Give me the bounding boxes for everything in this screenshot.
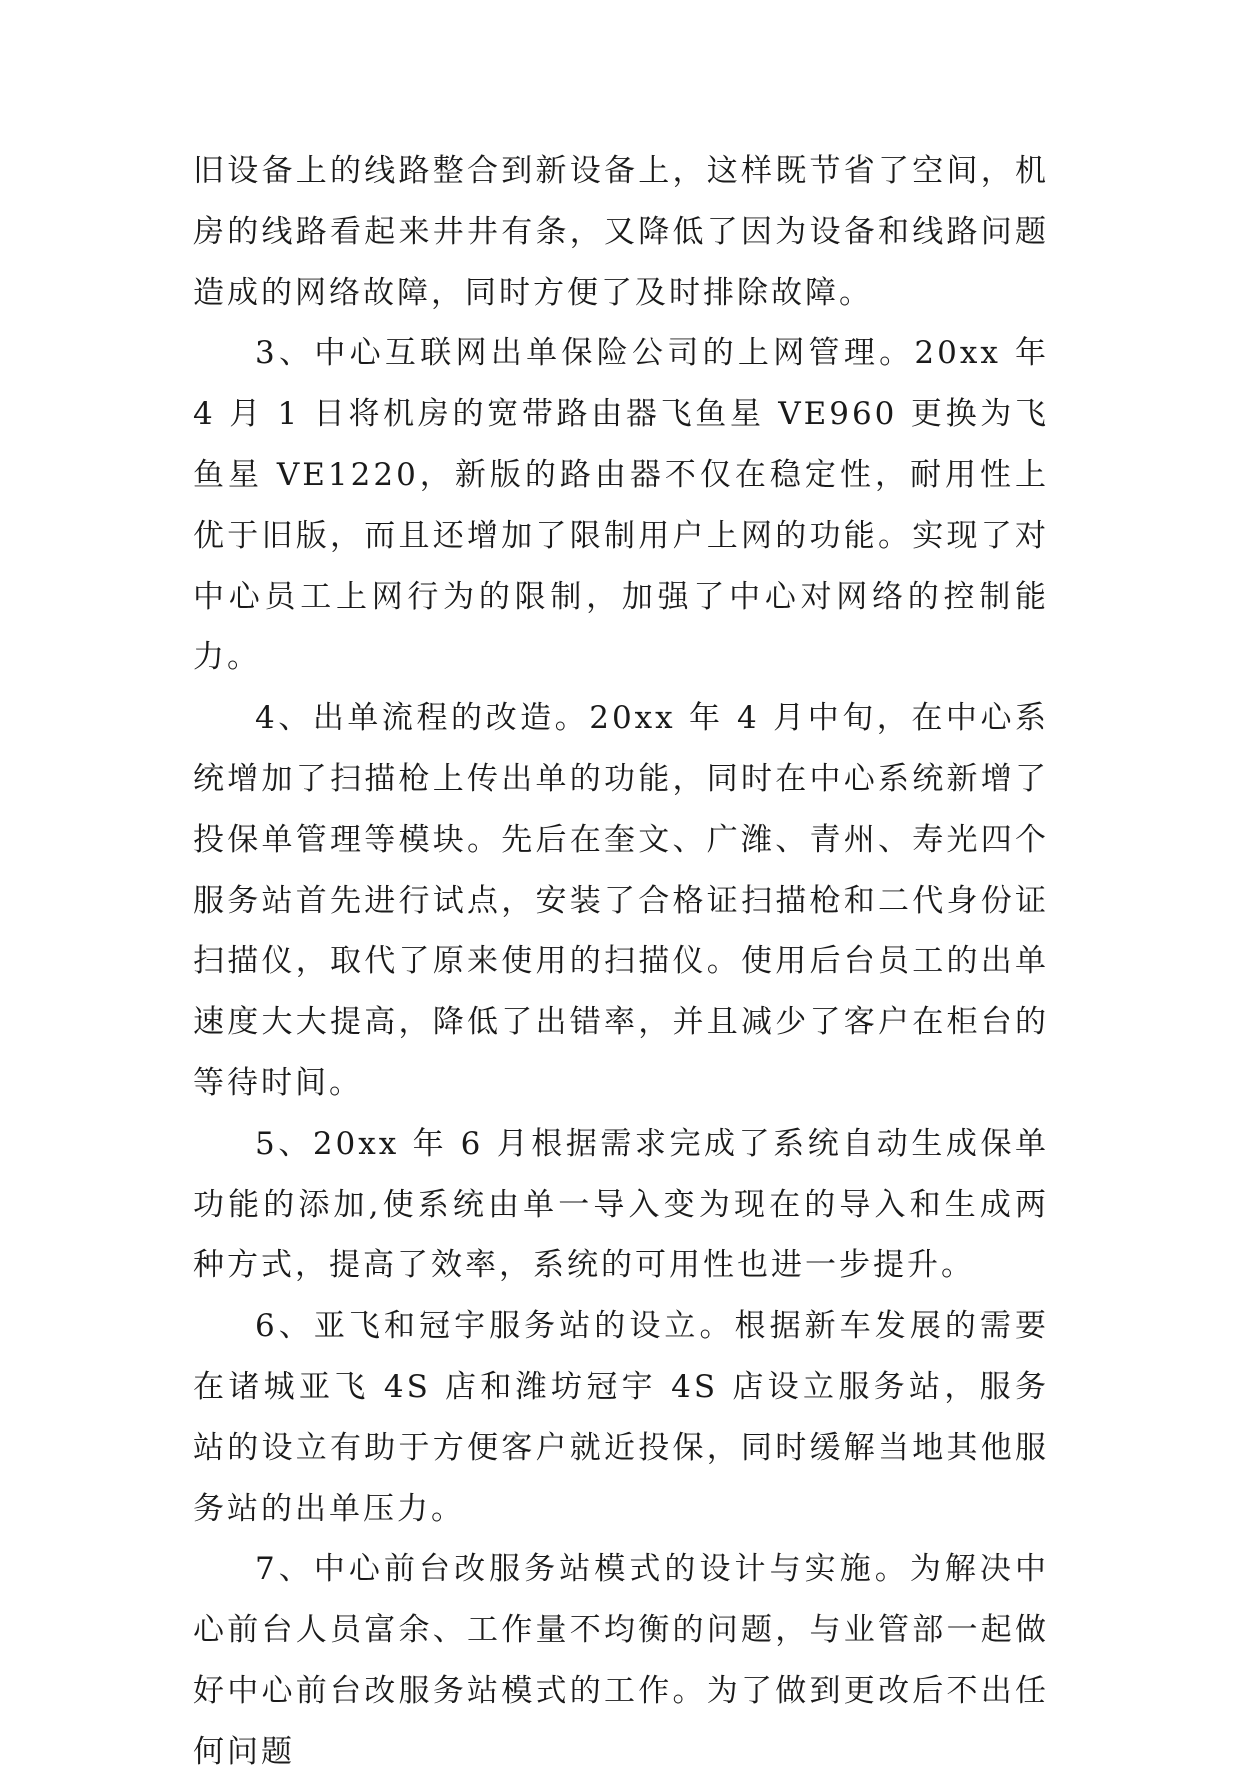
paragraph-item-7: 7、中心前台改服务站模式的设计与实施。为解决中心前台人员富余、工作量不均衡的问题，与业管部一起做好中心前台改服务站模式的工作。为了做到更改后不出任何问题 — [193, 1551, 1049, 1770]
paragraph-item-3: 3、中心互联网出单保险公司的上网管理。20xx 年 4 月 1 日将机房的宽带路由器飞鱼星 VE960 更换为飞鱼星 VE1220，新版的路由器不仅在稳定性，耐用性上优于旧版，而且还增加了限制用户上网的功能。实现了对中心员工上网行为的限制，加强了中心对网络的控制能力。 — [193, 335, 1049, 676]
paragraph-item-5: 5、20xx 年 6 月根据需求完成了系统自动生成保单功能的添加,使系统由单一导入变为现在的导入和生成两种方式，提高了效率，系统的可用性也进一步提升。 — [193, 1125, 1049, 1284]
paragraph-continued: 旧设备上的线路整合到新设备上，这样既节省了空间，机房的线路看起来井井有条，又降低了因为设备和线路问题造成的网络故障，同时方便了及时排除故障。 — [193, 153, 1049, 311]
paragraph-item-4: 4、出单流程的改造。20xx 年 4 月中旬，在中心系统增加了扫描枪上传出单的功能，同时在中心系统新增了投保单管理等模块。先后在奎文、广潍、青州、寿光四个服务站首先进行试点，安装了合格证扫描枪和二代身份证扫描仪，取代了原来使用的扫描仪。使用后台员工的出单速度大大提高，降低了出错率，并且减少了客户在柜台的等待时间。 — [193, 700, 1049, 1101]
paragraph-item-6: 6、亚飞和冠宇服务站的设立。根据新车发展的需要在诸城亚飞 4S 店和潍坊冠宇 4S 店设立服务站，服务站的设立有助于方便客户就近投保，同时缓解当地其他服务站的出单压力。 — [193, 1308, 1049, 1527]
document-body — [193, 141, 1049, 1783]
